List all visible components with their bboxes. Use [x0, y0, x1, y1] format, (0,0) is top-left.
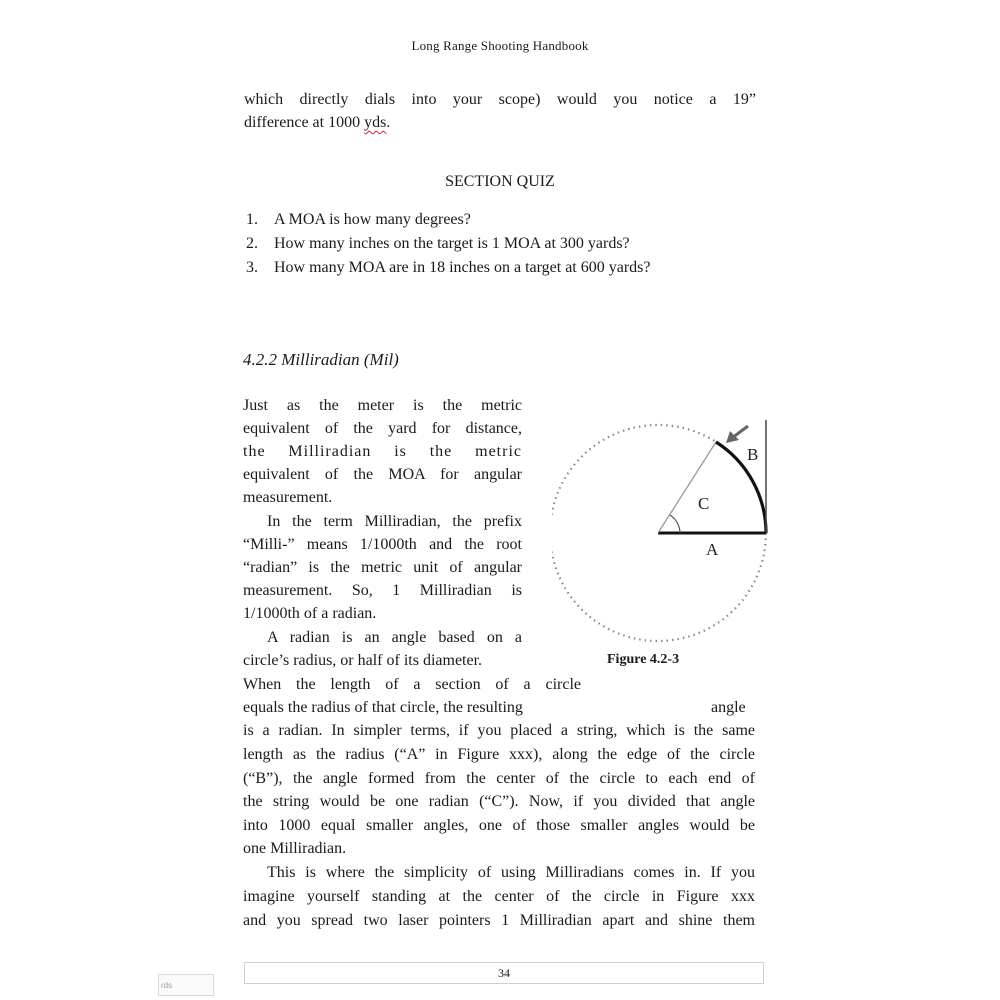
figure-caption: Figure 4.2-3: [607, 652, 680, 667]
body-line: into 1000 equal smaller angles, one of those smaller angles would be: [243, 817, 755, 834]
intro-line-2: [244, 113, 390, 133]
body-line: Just as the meter is the metric: [243, 397, 522, 414]
quiz-item-number: 2.: [246, 235, 258, 252]
section-heading: 4.2.2 Milliradian (Mil): [243, 350, 399, 369]
body-line: equals the radius of that circle, the resulting: [243, 699, 523, 716]
running-header: Long Range Shooting Handbook: [411, 38, 589, 53]
label-a: A: [706, 540, 719, 559]
body-line: circle’s radius, or half of its diameter.: [243, 652, 483, 669]
body-line: one Milliradian.: [243, 840, 347, 857]
body-line: imagine yourself standing at the center of the circle in Figure xxx: [243, 888, 755, 905]
body-line: angle: [711, 699, 746, 716]
radian-diagram: [552, 418, 782, 653]
body-line: In the term Milliradian, the prefix: [267, 513, 522, 530]
document-page: [160, 0, 840, 1000]
body-line: This is where the simplicity of using Milliradians comes in. If you: [267, 864, 755, 881]
body-line: “Milli-” means 1/1000th and the root: [243, 536, 522, 553]
body-line: measurement. So, 1 Milliradian is: [243, 582, 522, 599]
radius-line-c: [658, 442, 716, 533]
body-line: 1/1000th of a radian.: [243, 605, 377, 622]
quiz-item-text: How many inches on the target is 1 MOA at 300 yards?: [274, 235, 630, 252]
body-line: equivalent of the MOA for angular: [243, 466, 522, 483]
body-line: “radian” is the metric unit of angular: [243, 559, 522, 576]
quiz-item-text: How many MOA are in 18 inches on a target at 600 yards?: [274, 259, 651, 276]
page-number: 34: [244, 962, 764, 984]
quiz-item-number: 1.: [246, 211, 258, 228]
body-line: the Milliradian is the metric: [243, 443, 522, 460]
intro-line-1: which directly dials into your scope) would you notice a 19”: [244, 91, 756, 108]
angle-arc: [670, 515, 680, 533]
intro-line-2-end: .: [386, 114, 391, 131]
body-line: measurement.: [243, 489, 333, 506]
body-line: (“B”), the angle formed from the center of the circle to each end of: [243, 770, 755, 787]
body-line: length as the radius (“A” in Figure xxx), along the edge of the circle: [243, 746, 755, 763]
arc-b: [716, 442, 766, 533]
label-b: B: [747, 445, 759, 464]
label-c: C: [698, 494, 710, 513]
body-line: equivalent of the yard for distance,: [243, 420, 522, 437]
quiz-item-text: A MOA is how many degrees?: [274, 211, 471, 228]
spellcheck-word[interactable]: yds: [364, 114, 387, 131]
status-box: rds: [158, 974, 214, 996]
quiz-title: SECTION QUIZ: [445, 173, 555, 190]
body-line: and you spread two laser pointers 1 Milliradian apart and shine them: [243, 912, 755, 929]
quiz-item-number: 3.: [246, 259, 258, 276]
body-line: the string would be one radian (“C”). Now, if you divided that angle: [243, 793, 755, 810]
body-line: When the length of a section of a circle: [243, 676, 581, 693]
body-line: A radian is an angle based on a: [267, 629, 522, 646]
body-line: is a radian. In simpler terms, if you placed a string, which is the same: [243, 722, 755, 739]
intro-line-2-text: difference at 1000: [244, 114, 365, 131]
